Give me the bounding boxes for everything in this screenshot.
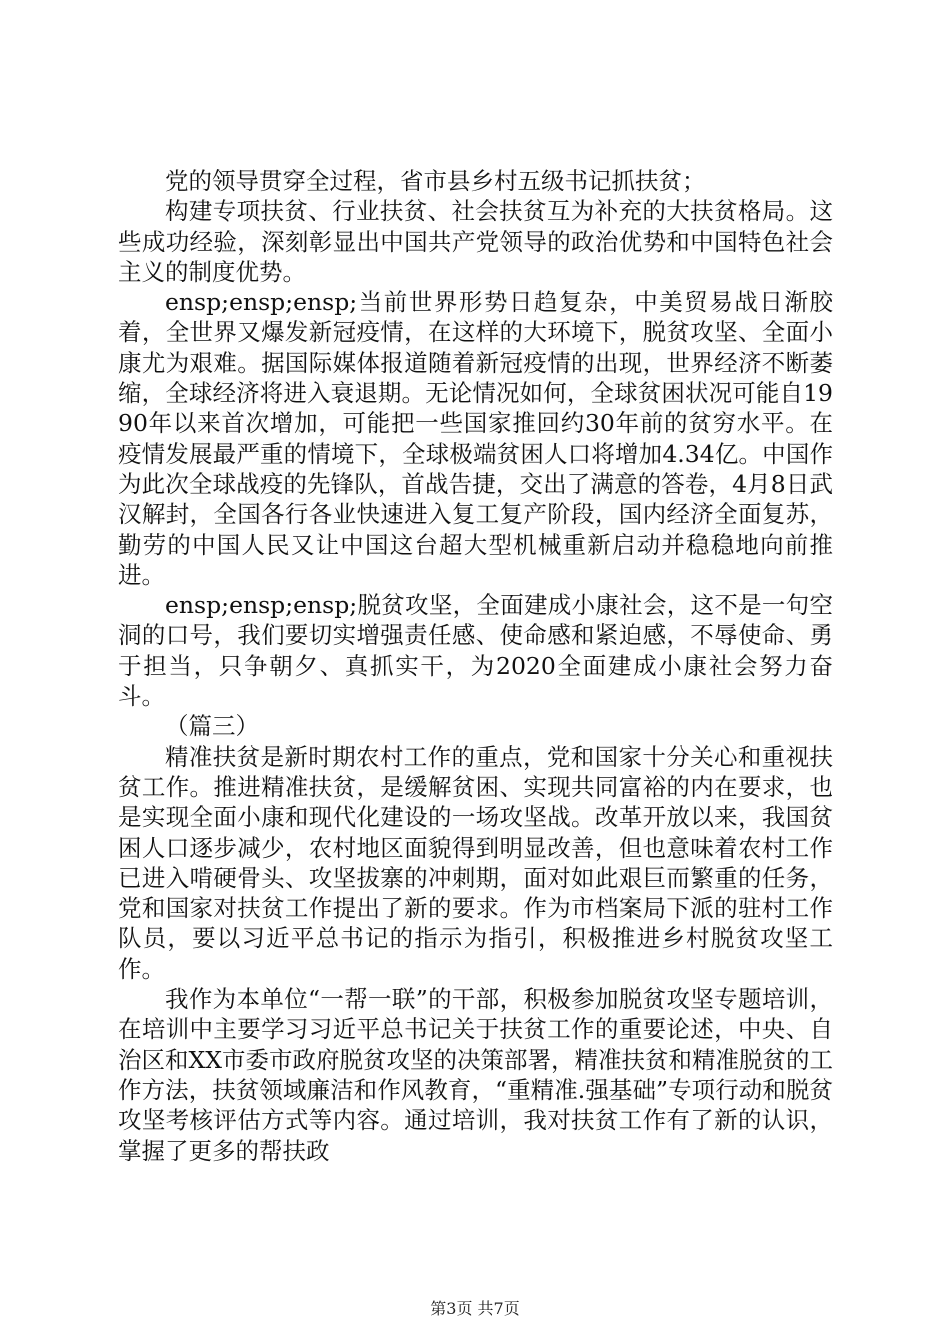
paragraph-2: 构建专项扶贫、行业扶贫、社会扶贫互为补充的大扶贫格局。这些成功经验，深刻彰显出中国共产党领导的政治优势和中国特色社会主义的制度优势。 bbox=[118, 197, 833, 286]
paragraph-6: 我作为本单位“一帮一联”的干部，积极参加脱贫攻坚专题培训，在培训中主要学习习近平总书记关于扶贫工作的重要论述，中央、自治区和XX市委市政府脱贫攻坚的决策部署，精准扶贫和精准脱贫的工作方法，扶贫领域廉洁和作风教育，“重精准.强基础”专项行动和脱贫攻坚考核评估方式等内容。通过培训，我对扶贫工作有了新的认识，掌握了更多的帮扶政 bbox=[118, 985, 833, 1165]
paragraph-4: ensp;ensp;ensp;脱贫攻坚，全面建成小康社会，这不是一句空洞的口号，我们要切实增强责任感、使命感和紧迫感，不辱使命、勇于担当，只争朝夕、真抓实干，为2020全面建成小康社会努力奋斗。 bbox=[118, 591, 833, 711]
document-body bbox=[118, 166, 833, 1166]
paragraph-3: ensp;ensp;ensp;当前世界形势日趋复杂，中美贸易战日渐胶着，全世界又爆发新冠疫情，在这样的大环境下，脱贫攻坚、全面小康尤为艰难。据国际媒体报道随着新冠疫情的出现，世界经济不断萎缩，全球经济将进入衰退期。无论情况如何，全球贫困状况可能自1990年以来首次增加，可能把一些国家推回约30年前的贫穷水平。在疫情发展最严重的情境下，全球极端贫困人口将增加4.34亿。中国作为此次全球战疫的先锋队，首战告捷，交出了满意的答卷，4月8日武汉解封，全国各行各业快速进入复工复产阶段，国内经济全面复苏，勤劳的中国人民又让中国这台超大型机械重新启动并稳稳地向前推进。 bbox=[118, 288, 833, 589]
section-heading: （篇三） bbox=[165, 712, 259, 741]
paragraph-5: 精准扶贫是新时期农村工作的重点，党和国家十分关心和重视扶贫工作。推进精准扶贫，是缓解贫困、实现共同富裕的内在要求，也是实现全面小康和现代化建设的一场攻坚战。改革开放以来，我国贫困人口逐步减少，农村地区面貌得到明显改善，但也意味着农村工作已进入啃硬骨头、攻坚拔寨的冲刺期，面对如此艰巨而繁重的任务，党和国家对扶贫工作提出了新的要求。作为市档案局下派的驻村工作队员，要以习近平总书记的指示为指引，积极推进乡村脱贫攻坚工作。 bbox=[118, 742, 833, 983]
page-footer: 第3页 共7页 bbox=[430, 1299, 520, 1318]
paragraph-1: 党的领导贯穿全过程，省市县乡村五级书记抓扶贫； bbox=[165, 167, 706, 195]
